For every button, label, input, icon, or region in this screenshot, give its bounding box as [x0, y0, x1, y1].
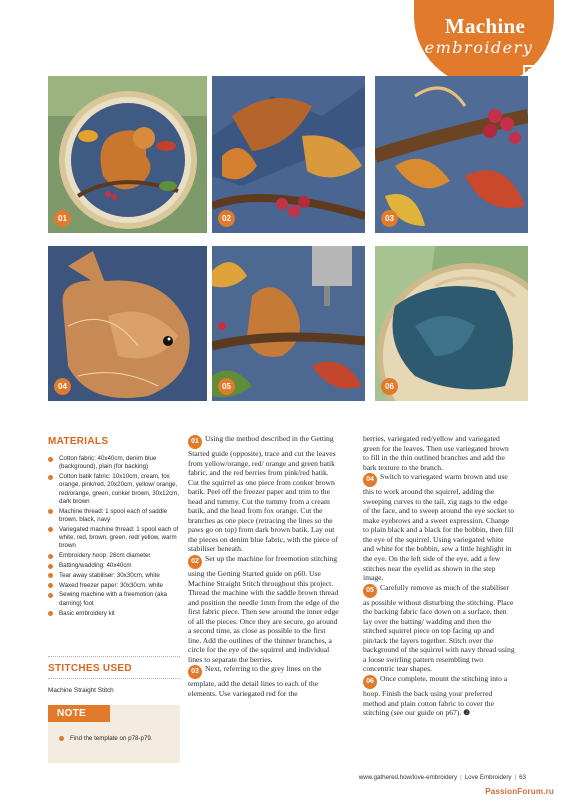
step-03-continued: berries, variegated red/yellow and variegated green for the leaves. Then use variegated brown to fill in the thin outlined branches and add the bark texture to the branch.: [363, 434, 509, 472]
badge-subtitle: embroidery: [424, 38, 534, 57]
page-number: 63: [519, 774, 526, 781]
step-number-badge: 03: [381, 210, 398, 227]
footer-url[interactable]: www.gathered.how/love-embroidery: [358, 774, 458, 781]
note-text: Find the template on p78-p79.: [59, 735, 153, 742]
footer-separator: |: [514, 774, 517, 781]
note-box: [48, 705, 180, 763]
page-footer: [359, 774, 526, 781]
instructions-column-2: [363, 434, 515, 718]
stitches-heading: STITCHES USED: [48, 663, 132, 674]
footer-magazine: Love Embroidery: [464, 774, 512, 781]
step-photo-02: [212, 76, 365, 233]
step-06: 06 Once complete, mount the stitching into a hoop. Finish the back using your preferred method and plain cotton fabric to cover the stitching (see our guide on p67). ❷: [363, 674, 508, 718]
step-number-03: 03: [188, 665, 202, 679]
step-number-badge: 06: [381, 378, 398, 395]
step-04: 04 Switch to variegated warm brown and use this to work around the squirrel, adding the sweeping curves to the tail, zig zags to the edge of the face, and to sweep around the eye socket to make eyebrows and a sweet expression. Change to plain black and a black for the bobbin, then fill the eye of the squirrel. Using variegated white and white for the bobbin, sew a little highlight in the eye. On the left side of the eye, add a few stitches near the eyelid as shown in the step image.: [363, 472, 515, 583]
materials-heading: MATERIALS: [48, 436, 109, 447]
list-item: Waxed freezer paper: 30x30cm, white: [48, 582, 180, 590]
list-item: Embroidery hoop: 26cm diameter: [48, 552, 180, 560]
footer-separator: |: [460, 774, 462, 781]
step-number-05: 05: [363, 584, 377, 598]
watermark: PassionForum.ru: [485, 787, 554, 796]
list-item: Sewing machine with a freemotion (aka darning) foot: [48, 591, 180, 608]
step-05: 05 Carefully remove as much of the stabiliser as possible without disturbing the stitching. Place the backing fabric face down on a surface, then lay over the batting/ wadding and then the stitched squirrel piece on top facing up and pin/tack the layers together. Stitch over the background of the squirrel with navy thread using a loose swirling pattern resembling two concentric tear shapes.: [363, 582, 515, 674]
instructions-column-1: [188, 434, 340, 699]
step-01: 01 Using the method described in the Getting Started guide (opposite), trace and cut the leaves from yellow/orange, red/ orange and green batik fabric, and the red berries from pink/red batik. Cut the squirrel as one piece from conker brown batik. Peel off the freezer paper and trim to the head and tummy. Cut the tummy from a cream batik, and the head from fox orange. Cut the branches as one piece (retracing the lines so the paws go on top) from dark brown batik. Lay out the pieces on denim blue fabric, with the piece of stabiliser beneath.: [188, 434, 338, 554]
step-02: 02 Set up the machine for freemotion stitching using the Getting Started guide on p60. Use Machine Straight Stitch throughout this project. Thread the machine with the saddle brown thread and position the needle 1mm from the edge of the first fabric piece. Then sew around the inner edge of all the pieces. Once they are secure, go around a second time, as close as possible to the first line. Add the outlines of the thinner branches, a circle for the eye of the squirrel and individual lines to separate the berries.: [188, 554, 340, 664]
step-photo-04: [48, 246, 207, 401]
step-number-04: 04: [363, 473, 377, 487]
step-photo-03: [375, 76, 528, 233]
list-item: Tear away stabiliser: 30x30cm, white: [48, 572, 180, 580]
step-number-02: 02: [188, 555, 202, 569]
step-03: 03 Next, referring to the grey lines on the template, add the detail lines to each of the elements. Use variegated red for the: [188, 664, 322, 699]
step-photo-01: [48, 76, 207, 233]
materials-list: [48, 455, 180, 619]
list-item: Cotton fabric: 40x40cm, denim blue (background), plain (for backing): [48, 455, 180, 472]
step-number-badge: 01: [54, 210, 71, 227]
step-number-badge: 04: [54, 378, 71, 395]
divider: [48, 678, 180, 679]
list-item: Batting/wadding: 40x40cm: [48, 562, 180, 570]
list-item: Machine thread: 1 spool each of saddle brown, black, navy: [48, 508, 180, 525]
end-mark: ❷: [463, 708, 470, 718]
step-number-badge: 05: [218, 378, 235, 395]
stitch-name: Machine Straight Stitch: [48, 687, 114, 694]
step-number-06: 06: [363, 675, 377, 689]
list-item: Basic embroidery kit: [48, 610, 180, 618]
divider: [48, 656, 180, 657]
step-photo-05: [212, 246, 365, 401]
badge-title: Machine: [444, 14, 526, 38]
step-photo-06: [375, 246, 528, 401]
step-number-badge: 02: [218, 210, 235, 227]
list-item: Cotton batik fabric: 10x10cm, cream, fox orange, pink/red, 20x20cm, yellow/ orange, red/orange, green, conker brown, 30x12cm, dark brown: [48, 473, 180, 506]
note-heading: NOTE: [48, 705, 110, 722]
list-item: Variegated machine thread: 1 spool each of white, red, brown, green, red/ yellow, warm brown: [48, 526, 180, 551]
step-number-01: 01: [188, 435, 202, 449]
